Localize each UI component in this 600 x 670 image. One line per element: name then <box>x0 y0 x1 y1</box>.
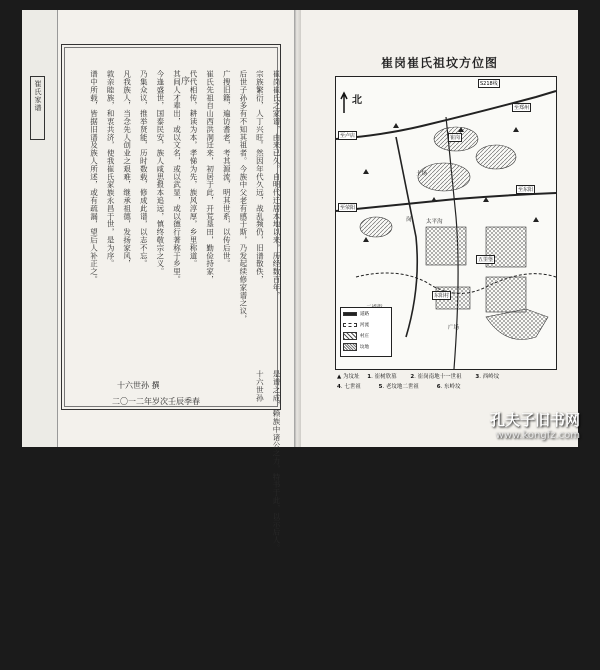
place-label: 崔岗 <box>450 135 461 141</box>
legend-item: 2. 崔岗南地十一世祖 <box>410 374 462 380</box>
road-label: 至荥阳 <box>340 205 356 211</box>
village-area <box>360 217 392 237</box>
place-label: 广场 <box>448 325 460 331</box>
village-area <box>426 227 466 265</box>
text-column: 今逢盛世，国泰民安，族人咸思报本追远，慎终敬宗之义。 <box>155 70 165 276</box>
book-gutter <box>294 10 301 447</box>
spine-title-box <box>30 76 45 140</box>
village-area <box>476 145 516 169</box>
text-column: 是谱之成，赖族中诸公之力，特书于此，以示后人。 <box>272 370 281 552</box>
text-column: 凡我族人，当念先人创业之艰难，继承祖德，发扬家风， <box>122 70 132 268</box>
text-column: 广搜旧籍，遍访耆老，考其源流，明其世系，以传后世。 <box>222 70 232 268</box>
spine-title: 崔氏家谱 <box>34 80 42 112</box>
road-label: 至郑州 <box>514 105 530 111</box>
place-label: 太平沟 <box>426 219 443 225</box>
spine-margin <box>22 10 58 447</box>
village-area <box>486 309 548 340</box>
legend-item: 5. 老坟地二世祖 <box>378 384 419 390</box>
left-page <box>22 10 295 552</box>
text-column: 其间人才辈出，或以文名，或以武显，或以德行著称于乡里。 <box>172 70 182 284</box>
village-area <box>418 163 470 191</box>
map-legend-row2 <box>337 382 562 390</box>
village-area <box>486 277 526 312</box>
text-column: 十六世孙 <box>255 370 265 402</box>
north-arrow <box>341 93 347 113</box>
text-column: 后世子孙多有不知其祖者。今族中父老有感于斯，乃发起续修家谱之议， <box>238 70 248 323</box>
text-column: 宗族繁衍，人丁兴旺。然因年代久远，战乱频仍，旧谱散佚， <box>255 70 265 284</box>
legend-item: 6. 东岭坟 <box>436 384 461 390</box>
north-label: 北 <box>352 95 362 106</box>
text-column: 代代相传，耕读为本，孝悌为先，族风淳厚，乡里称道。 <box>189 70 199 268</box>
right-page <box>301 10 578 447</box>
map-key: 道路 河流 村庄 坟地 <box>340 307 392 357</box>
text-column: 敦亲睦族，和衷共济，使我崔氏家族永昌于世，是为序。 <box>106 70 116 268</box>
text-column: 崔岗崔氏之家谱，由来已久。自明代迁居本地以来，历经数百年， <box>272 70 281 300</box>
watermark-url: www.kongfz.com <box>495 430 580 441</box>
place-label: 土场 <box>416 171 428 177</box>
place-label: 东阳村 <box>434 293 450 299</box>
legend-item: 3. 西岭坟 <box>475 374 500 380</box>
map-title: 崔岗崔氏祖坟方位图 <box>380 56 498 70</box>
place-label: 五里堡 <box>478 257 494 263</box>
text-column: 乃集众议，推举贤能，历时数载，修成此谱，以志不忘。 <box>139 70 149 268</box>
legend-symbol: ▲ 为坟址 <box>337 374 360 380</box>
road-label: 岗 <box>406 217 412 223</box>
road-label: 至东阳 <box>518 187 534 193</box>
date-line: 二〇一二年岁次壬辰季春 <box>112 397 200 406</box>
preface-title: 序 <box>179 76 189 91</box>
signature: 十六世孙 撰 <box>117 381 160 390</box>
map-legend <box>337 372 562 380</box>
text-column: 崔氏先祖自山西洪洞迁来，初居于此，开荒垦田，勤俭持家， <box>205 70 215 284</box>
watermark-brand: 孔夫子旧书网 <box>489 411 580 429</box>
road-label: 至卢店 <box>340 133 356 139</box>
book-spread <box>22 10 578 552</box>
watermark <box>490 409 580 441</box>
road-xingyang <box>336 193 556 211</box>
road-south <box>396 137 417 337</box>
text-column: 谱中所载，皆据旧谱及族人所述，或有疏漏，望后人补正之。 <box>89 70 99 284</box>
road-label: S218线 <box>480 81 498 87</box>
tomb-map <box>335 76 557 370</box>
legend-item: 1. 崔树欣墓 <box>367 374 397 380</box>
legend-item: 4. 七世祖 <box>337 384 361 390</box>
